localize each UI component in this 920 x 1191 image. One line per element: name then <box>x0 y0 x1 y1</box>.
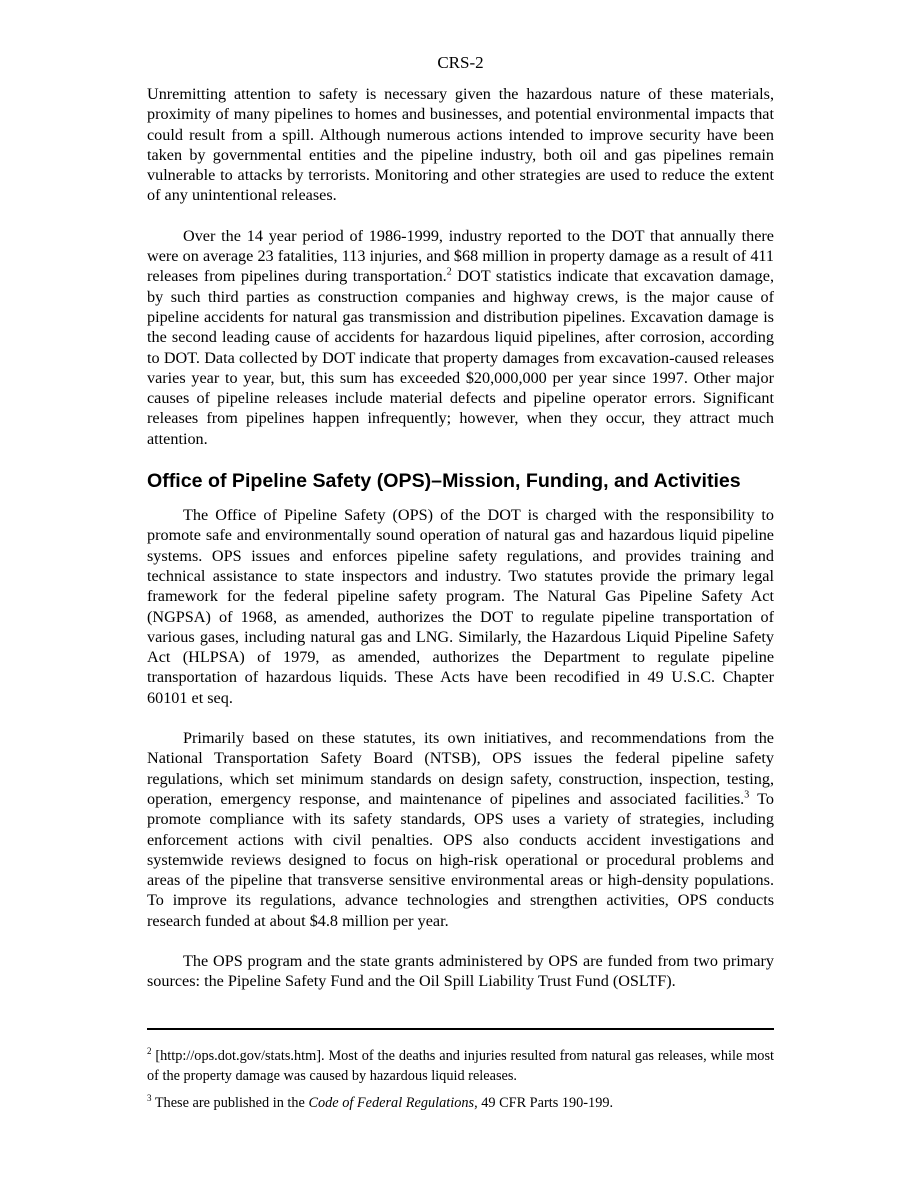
footnote-3 <box>147 1093 774 1113</box>
paragraph-accident-statistics <box>147 226 774 449</box>
paragraph-ops-funding: The OPS program and the state grants administered by OPS are funded from two primary sources: the Pipeline Safety Fund and the Oil Spill Liability Trust Fund (OSLTF). <box>147 951 774 991</box>
paragraph-ops-regulations-part2: To promote compliance with its safety standards, OPS uses a variety of strategies, including enforcement actions with civil penalties. OPS also conducts accident investigations and systemwide reviews designed to focus on high-risk operational or procedural problems and areas of the pipeline that transverse sensitive environmental areas or high-density populations. To improve its regulations, advance technologies and strengthen activities, OPS conducts research funded at about $4.8 million per year. <box>147 789 775 930</box>
footnote-3-text-post: , 49 CFR Parts 190-199. <box>474 1095 614 1111</box>
footnote-ref-3[interactable]: 3 <box>744 789 750 801</box>
section-heading-ops: Office of Pipeline Safety (OPS)–Mission, Funding, and Activities <box>147 470 741 493</box>
page-number-header: CRS-2 <box>437 53 484 72</box>
paragraph-accident-statistics-part2: DOT statistics indicate that excavation damage, by such third parties as construction companies and highway crews, is the major cause of pipeline accidents for natural gas transmission and distribution pipelines. Excavation damage is the second leading cause of accidents for hazardous liquid pipelines, after corrosion, according to DOT. Data collected by DOT indicate that property damages from excavation-caused releases varies year to year, but, this sum has exceeded $20,000,000 per year since 1997. Other major causes of pipeline releases include material defects and pipeline operator errors. Significant releases from pipelines happen infrequently; however, when they occur, they attract much attention. <box>147 267 774 448</box>
footnote-ref-2[interactable]: 2 <box>446 266 452 278</box>
paragraph-ops-mission: The Office of Pipeline Safety (OPS) of the DOT is charged with the responsibility to promote safe and environmentally sound operation of natural gas and hazardous liquid pipeline systems. OPS issues and enforces pipeline safety regulations, and provides training and technical assistance to state inspectors and industry. Two statutes provide the primary legal framework for the federal pipeline safety program. The Natural Gas Pipeline Safety Act (NGPSA) of 1968, as amended, authorizes the DOT to regulate pipeline transportation of various gases, including natural gas and LNG. Similarly, the Hazardous Liquid Pipeline Safety Act (HLPSA) of 1979, as amended, authorizes the Department to regulate pipeline transportation of hazardous liquids. These Acts have been recodified in 49 U.S.C. Chapter 60101 et seq. <box>147 506 774 707</box>
footnote-2-text: [http://ops.dot.gov/stats.htm]. Most of the deaths and injuries resulted from natural gas releases, while most of the property damage was caused by hazardous liquid releases. <box>147 1048 774 1084</box>
footnote-2-mark: 2 <box>147 1046 152 1057</box>
footnotes <box>147 1046 774 1120</box>
footnote-2 <box>147 1046 774 1086</box>
paragraph-ops-regulations-part1: Primarily based on these statutes, its own initiatives, and recommendations from the National Transportation Safety Board (NTSB), OPS issues the federal pipeline safety regulations, which set minimum standards on design safety, construction, inspection, testing, operation, emergency response, and maintenance of pipelines and associated facilities. <box>147 729 774 808</box>
page-body <box>147 52 774 1012</box>
footnote-3-cfr-title: Code of Federal Regulations <box>308 1095 475 1111</box>
footnote-3-text-pre: These are published in the <box>151 1095 309 1111</box>
paragraph-accident-statistics-part1: Over the 14 year period of 1986-1999, industry reported to the DOT that annually there were on average 23 fatalities, 113 injuries, and $68 million in property damage as a result of 411 releases from pipelines during transportation. <box>147 226 774 286</box>
paragraph-safety-attention: Unremitting attention to safety is necessary given the hazardous nature of these materials, proximity of many pipelines to homes and businesses, and potential environmental impacts that could result from a spill. Although numerous actions intended to improve security have been taken by governmental entities and the pipeline industry, both oil and gas pipelines remain vulnerable to attacks by terrorists. Monitoring and other strategies are used to reduce the extent of any unintentional releases. <box>147 85 774 205</box>
footnote-divider <box>147 1028 774 1030</box>
paragraph-ops-regulations <box>147 728 774 931</box>
footnote-3-mark: 3 <box>147 1093 152 1104</box>
